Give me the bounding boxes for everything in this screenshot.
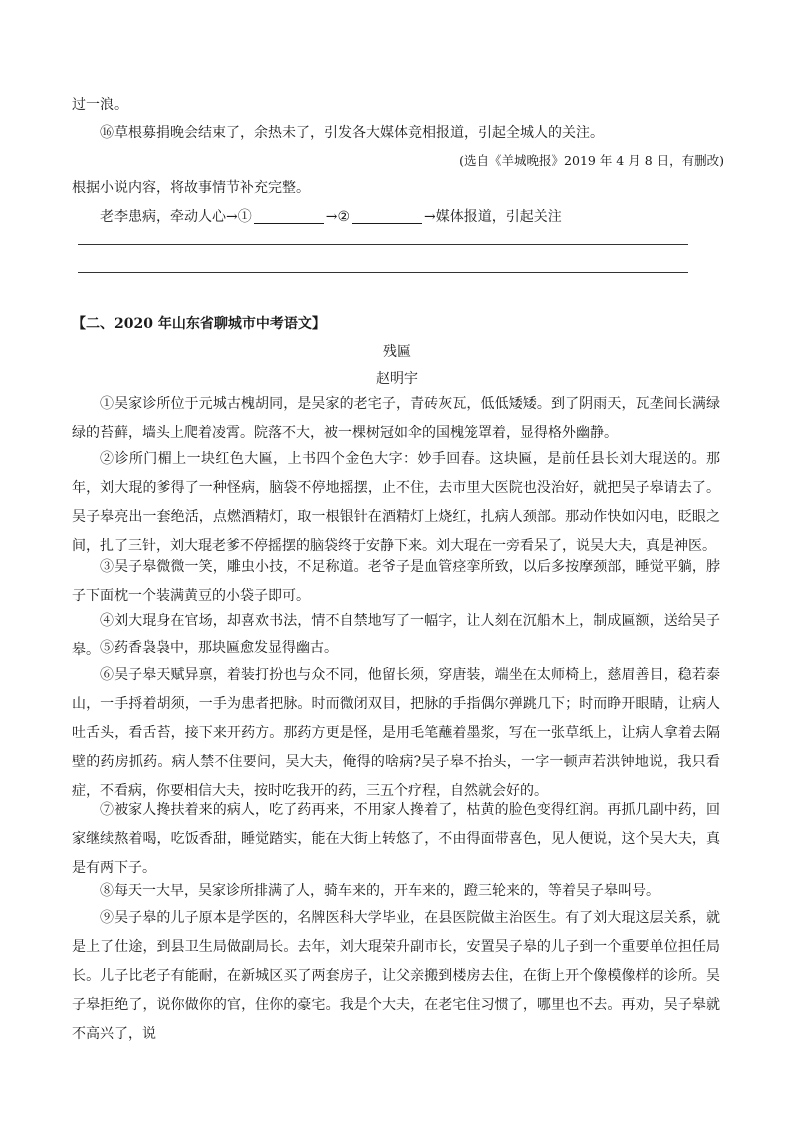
plot-chain [100, 207, 752, 227]
text-line-continuation: 过一浪。 [72, 97, 128, 113]
paragraph-7: ⑦被家人搀扶着来的病人，吃了药再来，不用家人搀着了，枯黄的脸色变得红润。再抓几副中药，回家继续熬着喝，吃饭香甜，睡觉踏实，能在大街上转悠了，不由得面带喜色，见人便说，这个吴大夫，真是有两下子。 [72, 802, 720, 876]
paragraph-1: ①吴家诊所位于元城古槐胡同，是吴家的老宅子，青砖灰瓦，低低矮矮。到了阴雨天，瓦垄间长满绿绿的苔藓，墙头上爬着凌霄。院落不大，被一棵树冠如伞的国槐笼罩着，显得格外幽静。 [72, 396, 720, 441]
answer-line-1[interactable] [78, 244, 688, 245]
chain-end: →媒体报道，引起关注 [424, 209, 562, 225]
blank-2[interactable] [352, 209, 422, 224]
paragraph-6: ⑥吴子皋天赋异禀，着装打扮也与众不同，他留长须，穿唐装，端坐在太师椅上，慈眉善目，稳若泰山，一手捋着胡须，一手为患者把脉。时而微闭双目，把脉的手指偶尔弹跳几下；时而睁开眼睛，让病人吐舌头，看舌苔，接下来开药方。那药方更是怪，是用毛笔蘸着墨浆，写在一张草纸上，让病人拿着去隔壁的药房抓药。病人禁不住要问，吴大夫，俺得的啥病?吴子皋不抬头，一字一顿声若洪钟地说，我只看症，不看病，你要相信大夫，按时吃我开的药，三五个疗程，自然就会好的。 [72, 667, 720, 799]
paragraph-4: ④刘大琨身在官场，却喜欢书法，情不自禁地写了一幅字，让人刻在沉船木上，制成匾额，送给吴子皋。 [72, 613, 720, 658]
paragraph-9: ⑨吴子皋的儿子原本是学医的，名牌医科大学毕业，在县医院做主治医生。有了刘大琨这层关系，就是上了仕途，到县卫生局做副局长。去年，刘大琨荣升副市长，安置吴子皋的儿子到一个重要单位担任局长。儿子比老子有能耐，在新城区买了两套房子，让父亲搬到楼房去住，在街上开个像模像样的诊所。吴子皋拒绝了，说你做你的官，住你的豪宅。我是个大夫，在老宅住习惯了，哪里也不去。再劝，吴子皋就不高兴了，说 [72, 910, 720, 1042]
story-author: 赵明宇 [376, 371, 418, 387]
paragraph-3: ③吴子皋微微一笑，雕虫小技，不足称道。老爷子是血管痉挛所致，以后多按摩颈部，睡觉平躺，脖子下面枕一个装满黄豆的小袋子即可。 [72, 559, 720, 604]
answer-line-2[interactable] [78, 272, 688, 273]
chain-arrow-2: →② [325, 209, 351, 225]
source-citation: (选自《羊城晚报》2019 年 4 月 8 日，有删改) [459, 153, 724, 168]
section-title: 【二、2020 年山东省聊城市中考语文】 [72, 316, 326, 332]
blank-1[interactable] [254, 209, 324, 224]
paragraph-5: ⑤药香袅袅中，那块匾愈发显得幽古。 [100, 640, 338, 656]
paragraph-8: ⑧每天一大早，吴家诊所排满了人，骑车来的，开车来的，蹬三轮来的，等着吴子皋叫号。 [100, 883, 660, 899]
chain-start: 老李患病，牵动人心→① [100, 209, 252, 225]
question-instruction: 根据小说内容，将故事情节补充完整。 [72, 180, 310, 196]
paragraph-16: ⑯草根募捐晚会结束了，余热未了，引发各大媒体竞相报道，引起全城人的关注。 [100, 125, 604, 141]
story-title: 残匾 [383, 344, 411, 360]
paragraph-2: ②诊所门楣上一块红色大匾，上书四个金色大字：妙手回春。这块匾，是前任县长刘大琨送的。那年，刘大琨的爹得了一种怪病，脑袋不停地摇摆，止不住，去市里大医院也没治好，就把吴子皋请去了。吴子皋亮出一套绝活，点燃酒精灯，取一根银针在酒精灯上烧红，扎病人颈部。那动作快如闪电，眨眼之间，扎了三针，刘大琨老爹不停摇摆的脑袋终于安静下来。刘大琨在一旁看呆了，说吴大夫，真是神医。 [72, 451, 720, 554]
